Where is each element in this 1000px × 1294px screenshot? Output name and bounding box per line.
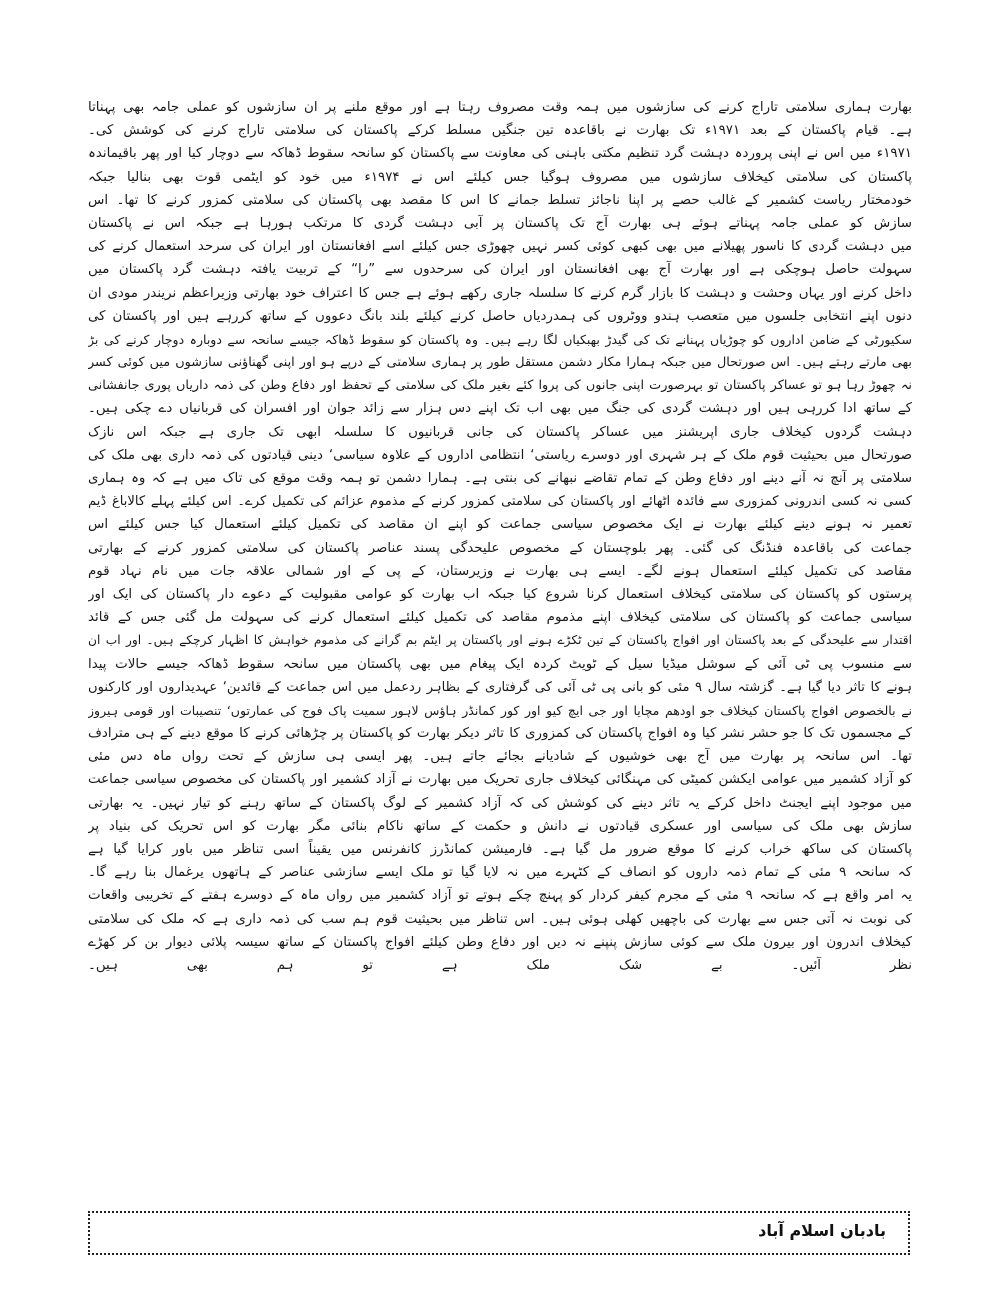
article-line: تھا۔ اس سانحہ پر بھارت میں آج بھی خوشیوں کے شادیانے بجائے جاتے ہیں۔ پھر ایسی ہی سازش کے تحت رواں ماہ دس مئی: [88, 749, 912, 765]
article-line: مقاصد کی تکمیل کیلئے استعمال ہونے لگے۔ ایسے ہی بھارت نے وزیرستان، کے پی کے اور شمالی علاقہ جات میں نام نہاد قوم: [88, 563, 912, 579]
article-line: کے ساتھ ادا کررہی ہیں اور دہشت گردی کی جنگ میں بھی اب تک اپنے دس ہزار سے زائد جوان اور افسران کی قربانیاں دے چکی ہیں۔: [88, 401, 912, 417]
article-line: سازش بھی ملک کی سیاسی اور عسکری قیادتوں نے دانش و حکمت کے ساتھ ناکام بنائی مگر بھارت کو اس تحریک کی بنیاد پر: [88, 818, 912, 834]
article-line: کسی نہ کسی اندرونی کمزوری سے فائدہ اٹھائے اور پاکستان کی سلامتی کمزور کرنے کے مذموم عزائم کی تکمیل کرے۔ اس کیلئے پہلے کالاباغ ڈیم: [88, 494, 912, 510]
article-line: پاکستان کی سلامتی کیخلاف سازشوں میں مصروف ہوگیا جس کیلئے اس نے ۱۹۷۴ء میں خود کو ایٹمی قوت بھی بنالیا جبکہ: [88, 169, 912, 185]
article-line: بھارت ہماری سلامتی تاراج کرنے کی سازشوں میں ہمہ وقت مصروف رہتا ہے اور موقع ملنے پر ان سازشوں کو عملی جامہ بھی پہناتا: [88, 100, 912, 115]
article-line: اقتدار سے علیحدگی کے بعد پاکستان اور افواج پاکستان کے تین ٹکڑے ہونے اور پاکستان پر ایٹم بم گرانے کی مذموم خواہش کا اظہار کرچکے ہیں۔ اور اب ان: [88, 633, 912, 648]
article-line: سازش کو عملی جامہ پہناتے ہوئے ہی بھارت آج تک پاکستان پر آبی دہشت گردی کا مرتکب ہورہا ہے جبکہ اس نے پاکستان: [88, 215, 912, 231]
article-line: سکیورٹی کے ضامن اداروں کو چوڑیاں پہنانے تک کی گیدڑ بھبکیاں لگا رہے ہیں۔ وہ پاکستان کو سقوط ڈھاکہ جیسے سانحہ سے دوبارہ دوچار کرنے کی بڑ: [88, 331, 912, 347]
article-body: [88, 96, 912, 977]
article-line: کے مجسموں تک کا جو حشر نشر کیا وہ افواج پاکستان کی کمزوری کا تاثر دیکر بھارت کو پاکستان پر چڑھائی کرنے کا موقع دینے کے ہی مترادف: [88, 726, 912, 742]
source-box: [88, 1211, 910, 1255]
article-line: نظر آئیں۔ بے شک ملک ہے تو ہم بھی ہیں۔: [88, 957, 912, 973]
article-line: میں موجود اپنے ایجنٹ داخل کرکے یہ تاثر دینے کی کوشش کی کہ آزاد کشمیر کے لوگ پاکستان کے ساتھ رہنے کو تیار نہیں۔ یہ بھارتی: [88, 795, 912, 811]
article-line: نہ چھوڑ رہا ہو تو عساکر پاکستان تو بہرصورت اپنی جانوں کی پروا کئے بغیر ملک کی سلامتی کے تحفظ اور دفاع وطن کی ذمہ داریاں پوری جانفشانی: [88, 378, 912, 394]
article-line: ۱۹۷۱ء میں اس نے اپنی پروردہ دہشت گرد تنظیم مکتی باہنی کی معاونت سے پاکستان کو سانحہ سقوط ڈھاکہ سے دوچار کیا اور پھر باقیماندہ: [88, 146, 912, 162]
article-line: یہ امر واقع ہے کہ سانحہ ۹ مئی کے مجرم کیفر کردار کو پہنچ چکے ہوتے تو آزاد کشمیر میں رواں ماہ کے دوسرے ہفتے کے تخریبی واقعات: [88, 888, 912, 904]
article-line: داخل کرنے اور یہاں وحشت و دہشت کا بازار گرم کرنے کا سلسلہ جاری رکھے ہوئے ہے جس کا اعتراف خود بھارتی وزیراعظم نریندر مودی ان: [88, 285, 912, 301]
article-line: صورتحال میں بحیثیت قوم ملک کے ہر شہری اور دوسرے ریاستی‘ انتظامی اداروں کے علاوہ سیاسی‘ دینی قیادتوں کی ذمہ داری بھی ملک کی: [88, 447, 912, 463]
article-line: نے بالخصوص افواج پاکستان کیخلاف جو اودھم مچایا اور جی ایچ کیو اور کور کمانڈر ہاؤس لاہور سمیت پاک فوج کی عمارتوں‘ تنصیبات اور قومی ہیروز: [88, 702, 912, 718]
article-line: بھی مارتے رہتے ہیں۔ اس صورتحال میں جبکہ ہمارا مکار دشمن مستقل طور پر ہماری سلامتی کے درپے ہو اور اپنی گھناؤنی سازشوں میں کوئی کسر: [88, 355, 912, 371]
article-line: کہ سانحہ ۹ مئی کے تمام ذمہ داروں کو انصاف کے کٹہرے میں نہ لایا گیا تو ملک ایسے سازشی عناصر کے ہاتھوں یرغمال بنا رہے گا۔: [88, 865, 912, 881]
article-line: ہے۔ قیام پاکستان کے بعد ۱۹۷۱ء تک بھارت نے باقاعدہ تین جنگیں مسلط کرکے پاکستان کی سلامتی تاراج کرنے کی کوشش کی۔: [88, 123, 912, 139]
article-line: دہشت گردوں کیخلاف جاری اپریشنز میں عساکر پاکستان کی جانی قربانیوں کا سلسلہ ابھی تک جاری ہے جبکہ اس نازک: [88, 424, 912, 440]
article-line: کو آزاد کشمیر میں عوامی ایکشن کمیٹی کی مہنگائی کیخلاف جاری تحریک میں بھارت نے آزاد کشمیر اور پاکستان کی مخصوص سیاسی جماعت: [88, 772, 912, 788]
article-line: سیاسی جماعت کو پاکستان کی سلامتی کیخلاف اپنے مذموم مقاصد کی تکمیل کیلئے استعمال کرنے کی سہولت مل گئی جس کے قائد: [88, 610, 912, 626]
article-line: کی نوبت نہ آتی جس سے بھارت کی باچھیں کھلی ہوئی ہیں۔ اس تناظر میں بحیثیت قوم ہم سب کی ذمہ داری ہے کہ ملک کی سلامتی: [88, 911, 912, 927]
article-line: پرستوں کو پاکستان کی سلامتی کیخلاف استعمال کرنا شروع کیا جبکہ اب بھارت کو عوامی مقبولیت کے دعوے دار پاکستان کی ایک اور: [88, 586, 912, 602]
article-line: دنوں اپنے انتخابی جلسوں میں متعصب ہندو ووٹروں کی ہمدردیاں حاصل کرنے کیلئے بلند بانگ دعووں کے ساتھ کررہے ہیں اور پاکستان کی: [88, 308, 912, 324]
article-line: میں دہشت گردی کا ناسور پھیلانے میں بھی کبھی کوئی کسر نہیں چھوڑی جس کیلئے اسے افغانستان اور ایران کی سرحد استعمال کرنے کی: [88, 239, 912, 255]
article-line: سلامتی پر آنچ نہ آنے دینے اور دفاع وطن کے تمام تقاضے نبھانے کی بنتی ہے۔ ہمارا دشمن تو ہمہ وقت موقع کی تاک میں ہے کہ وہ ہماری: [88, 471, 912, 486]
article-line: سہولت حاصل ہوچکی ہے اور بھارت آج بھی افغانستان اور ایران کی سرحدوں سے ”را“ کے تربیت یافتہ دہشت گرد پاکستان میں: [88, 262, 912, 278]
source-title: بادبان اسلام آباد: [758, 1221, 886, 1240]
article-line: خودمختار ریاست کشمیر کے غالب حصے پر اپنا ناجائز تسلط جمانے کا اس کا مقصد بھی پاکستان کی سلامتی کمزور کرنے کا تھا۔ اس: [88, 192, 912, 208]
article-line: جماعت کی باقاعدہ فنڈنگ کی گئی۔ پھر بلوچستان کے مخصوص علیحدگی پسند عناصر پاکستان کی سلامتی کمزور کرنے کے بھارتی: [88, 540, 912, 556]
article-line: سے منسوب پی ٹی آئی کے سوشل میڈیا سیل کے ٹویٹ کردہ ایک پیغام میں بھی پاکستان میں سانحہ سقوط ڈھاکہ جیسے حالات پیدا: [88, 656, 912, 672]
article-line: تعمیر نہ ہونے دینے کیلئے بھارت نے ایک مخصوص سیاسی جماعت کو اپنے ان مقاصد کی تکمیل کیلئے استعمال کیا جس کیلئے اس: [88, 517, 912, 533]
article-line: پاکستان کی ساکھ خراب کرنے کا موقع ضرور مل گیا ہے۔ فارمیشن کمانڈرز کانفرنس میں یقیناً اسی تناظر میں باور کرایا گیا ہے: [88, 842, 912, 857]
article-line: کیخلاف اندرون اور بیرون ملک سے کوئی سازش پنپنے نہ دیں اور دفاع وطن کیلئے افواج پاکستان کے ساتھ سیسہ پلائی دیوار بن کر کھڑے: [88, 934, 912, 950]
article-line: ہونے کا تاثر دیا گیا ہے۔ گزشتہ سال ۹ مئی کو بانی پی ٹی آئی کی گرفتاری کے بظاہر ردعمل میں اس جماعت کے قائدین‘ عہدیداروں اور کارکنوں: [88, 679, 912, 695]
